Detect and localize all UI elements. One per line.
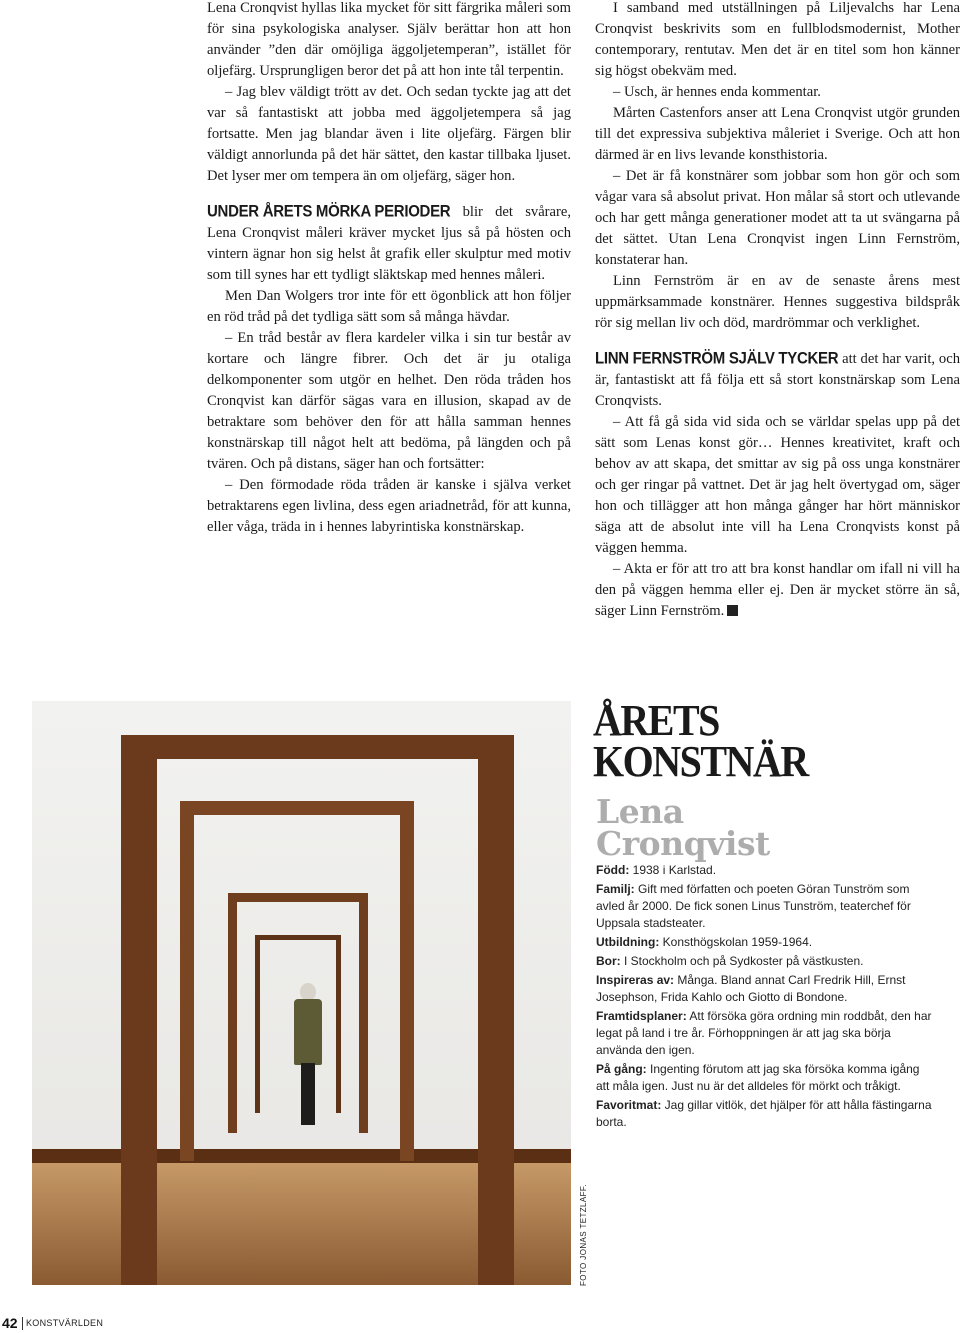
paragraph: – Usch, är hennes enda kommentar. [613, 84, 821, 100]
fact-item: Född: 1938 i Karlstad. [596, 863, 717, 877]
factbox-artist-name: Lena Cronqvist [596, 792, 770, 863]
factbox-facts [596, 862, 936, 1133]
fact-item: Inspireras av: Många. Bland annat Carl Fredrik Hill, Ernst Josephson, Frida Kahlo och Giotto di Bondone. [596, 973, 906, 1004]
section-lead-in: LINN FERNSTRÖM SJÄLV TYCKER [595, 348, 839, 369]
page-number: 42 [2, 1315, 18, 1331]
end-mark-icon [727, 605, 738, 616]
publication-name: KONSTVÄRLDEN [26, 1318, 104, 1328]
article-column-right [595, 0, 960, 622]
paragraph [207, 201, 571, 286]
photo-credit: FOTO JONAS TETZLAFF. [579, 1184, 588, 1286]
paragraph: – Det är få konstnärer som jobbar som hon gör och som vågar vara så absolut privat. Hon målar så stort och utlevande och har gett många generationer modet att ta ut svängarna på det sättet. Utan Lena Cronqvist ingen Linn Fernström, konstaterar han. [595, 168, 960, 268]
paragraph-text: – Akta er för att tro att bra konst handlar om ifall ni vill ha den på väggen hemma eller ej. Den är mycket större än så, säger Linn Fernström. [595, 561, 960, 619]
article-column-left [207, 0, 571, 538]
paragraph-text: blir det svårare, Lena Cronqvist måleri kräver mycket ljus så på hösten och vintern ägnar hon sig helst åt grafik eller skulptur med motiv som till synes har ett tydligt släktskap med hennes måleri. [207, 204, 571, 283]
fact-item: Bor: I Stockholm och på Sydkoster på västkusten. [596, 954, 864, 968]
footer-divider [22, 1317, 23, 1330]
fact-item: Favoritmat: Jag gillar vitlök, det hjälper för att hålla fästingarna borta. [596, 1098, 932, 1129]
paragraph-text: att det har varit, och är, fantastiskt att få följa ett så stort konstnärskap som Lena Cronqvists. [595, 351, 960, 409]
paragraph: Lena Cronqvist hyllas lika mycket för sitt färgrika måleri som för sina psykologiska analyser. Själv berättar hon att hon använder ”den där omöjliga äggoljetemperan”, istället för oljefärg. Ursprungligen beror det på att hon inte tål terpentin. [207, 0, 571, 79]
paragraph: – Att få gå sida vid sida och se världar spelas upp på det sätt som Lenas konst gör… Hennes kreativitet, kraft och behov av att skapa, det smittar av sig på oss unga konstnärer och ger ringar på vattnet. Det är jag helt övertygad om, säger hon och tillägger att hon många gånger har hört människor säga att de absolut inte vill ha Lena Cronqvists konst på väggen hemma. [595, 414, 960, 556]
fact-item: Utbildning: Konsthögskolan 1959-1964. [596, 935, 813, 949]
paragraph: Men Dan Wolgers tror inte för ett ögonblick att hon följer en röd tråd på det tydliga sätt som så många hävdar. [207, 288, 571, 325]
paragraph: – Jag blev väldigt trött av det. Och sedan tyckte jag att det var så fantastiskt att jobba med äggoljetempera så jag fortsatte. Men jag blandar även i lite oljefärg. Färgen blir väldigt annorlunda på det här sättet, den kastar tillbaka ljuset. Det lyser mer om tempera än om oljefärg, säger hon. [207, 84, 571, 184]
factbox-kicker: ÅRETS KONSTNÄR [593, 695, 808, 786]
paragraph: I samband med utställningen på Liljevalchs har Lena Cronqvist beskrivits som en fullblodsmodernist, Mother contemporary, rentutav. Men det är en titel som hon känner sig högst obekväm med. [595, 0, 960, 79]
artist-figure [294, 983, 322, 1133]
fact-item: Familj: Gift med författen och poeten Göran Tunström som avled år 2000. De fick sonen Linus Tunström, teaterchef för Uppsala stadsteater. [596, 882, 911, 930]
paragraph [595, 348, 960, 412]
fact-item: Framtidsplaner: Att försöka göra ordning min roddbåt, den har legat på land i tre år. Förhoppningen är att jag ska börja använda den igen. [596, 1009, 932, 1057]
paragraph: – Den förmodade röda tråden är kanske i själva verket betraktarens egen livlina, dess egen ariadnetråd, för att kunna, eller våga, träda in i hennes labyrintiska konstnärskap. [207, 477, 571, 535]
photo-doorways [32, 701, 571, 1285]
paragraph: Linn Fernström är en av de senaste årens mest uppmärksammade konstnärer. Hennes suggestiva bildspråk rör sig mellan liv och död, mardrömmar och verklighet. [595, 273, 960, 331]
fact-item: På gång: Ingenting förutom att jag ska försöka komma igång att måla igen. Just nu är det alldeles för mörkt och tråkigt. [596, 1062, 920, 1093]
paragraph: – En tråd består av flera kardeler vilka i sin tur består av kortare och längre fibrer. Och det är ju otaliga delkomponenter som utgör en helhet. Den röda tråden hos Cronqvist kan därför sägas vara en illusion, skapad av de betraktare som behöver den för att hålla samman hennes konstnärskap till något helt att bedöma, på längden och på tvären. Och på distans, säger han och fortsätter: [207, 330, 571, 472]
section-lead-in: UNDER ÅRETS MÖRKA PERIODER [207, 201, 451, 222]
paragraph: Mårten Castenfors anser att Lena Cronqvist utgör grunden till det expressiva subjektiva måleriet i Sverige. Och att hon därmed är en livs levande konsthistoria. [595, 105, 960, 163]
paragraph [595, 559, 960, 622]
